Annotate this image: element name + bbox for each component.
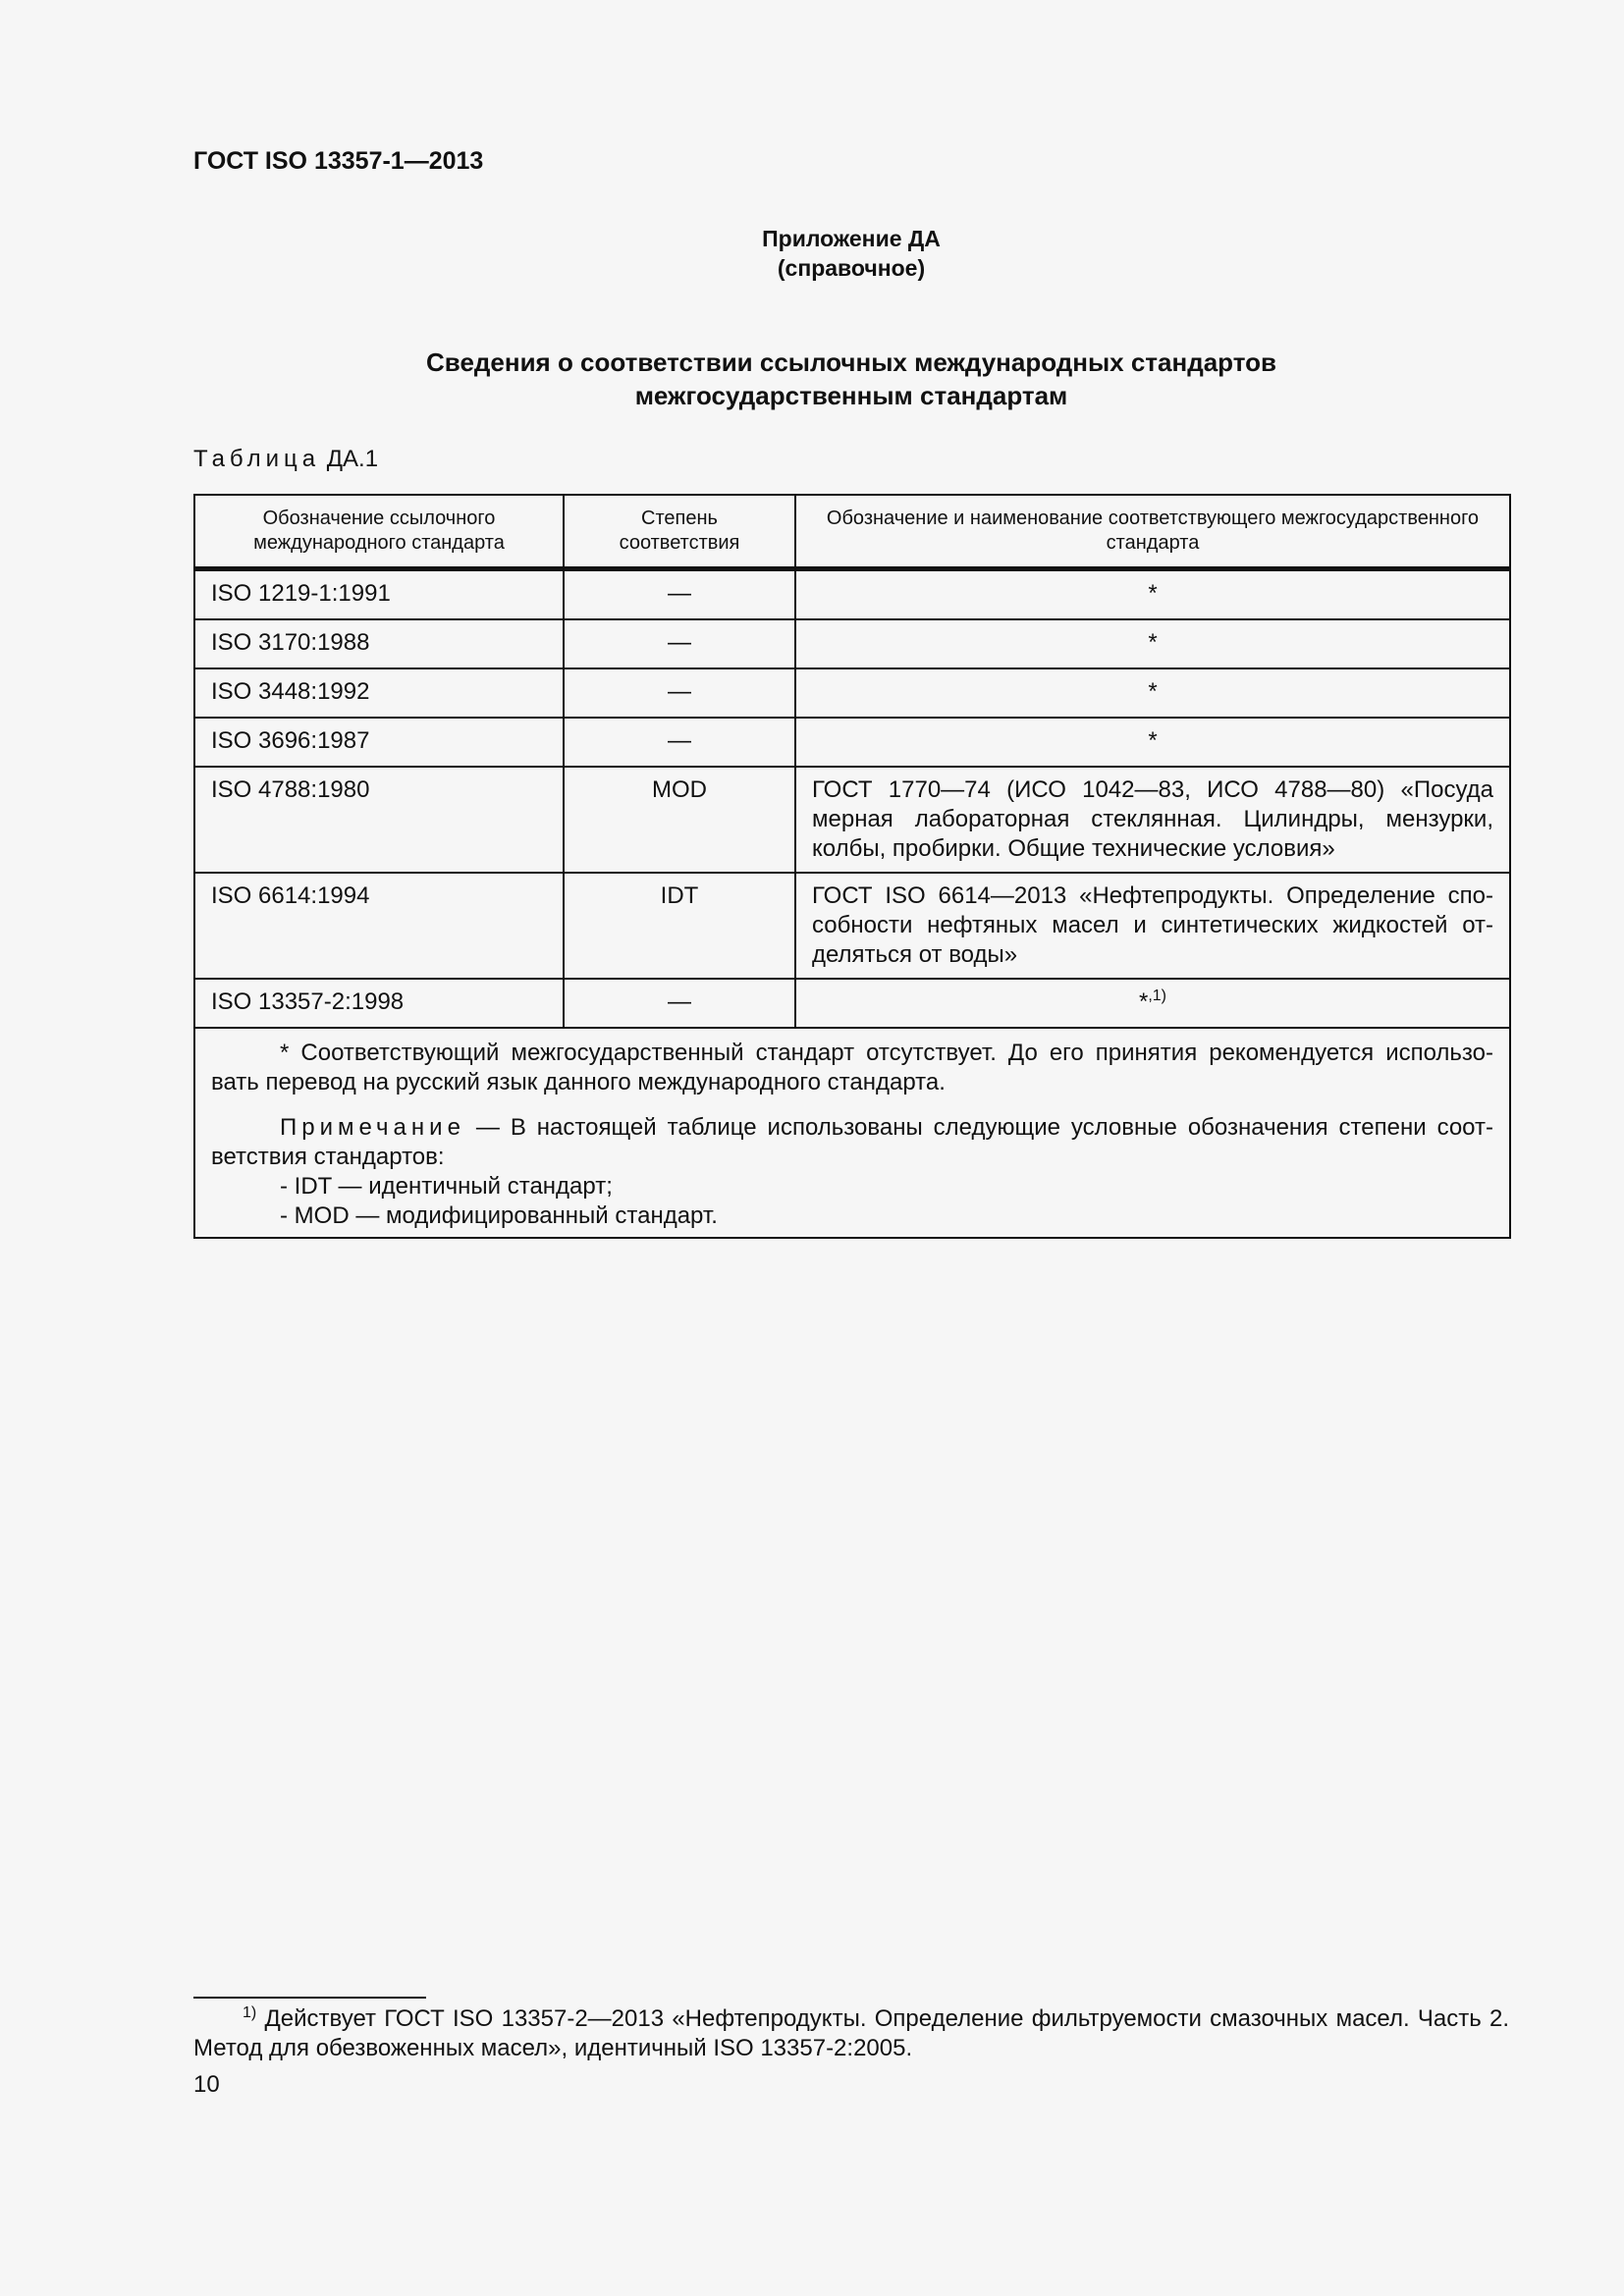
ref-cell: ISO 3696:1987 [194,718,564,767]
degree-cell: — [564,718,795,767]
table-row [194,767,1510,873]
ref-cell: ISO 1219-1:1991 [194,569,564,620]
appendix-heading [0,224,1624,283]
table-label-number: ДА.1 [326,446,379,472]
standard-cell: * [795,668,1510,718]
header-degree: Степень соответствия [564,495,795,569]
degree-cell: — [564,619,795,668]
footnote-ref: ,1) [1148,988,1166,1004]
degree-cell: IDT [564,873,795,979]
note-word: Примечание [280,1114,465,1141]
standard-asterisk: * [1138,988,1149,1015]
table-row [194,718,1510,767]
asterisk-note: * Соответствующий межгосударственный стандарт отсутствует. До его принятия рекомендуется использо-вать перевод на русский язык данного международного стандарта. [211,1040,1493,1095]
degree-cell: — [564,668,795,718]
table-label [193,446,378,473]
degree-cell: — [564,979,795,1028]
appendix-name: Приложение ДА [762,226,941,251]
footnote-text: Действует ГОСТ ISO 13357-2—2013 «Нефтепродукты. Определение фильтруемости смазочных масел. Часть 2. Метод для обезвоженных масел», идентичный ISO 13357-2:2005. [193,2005,1509,2061]
table-notes-row [194,1028,1510,1238]
table-row [194,569,1510,620]
ref-cell: ISO 4788:1980 [194,767,564,873]
ref-cell: ISO 3170:1988 [194,619,564,668]
header-interstate-standard: Обозначение и наименование соответствующего межгосударственного стандарта [795,495,1510,569]
ref-cell: ISO 6614:1994 [194,873,564,979]
note-list-item: - MOD — модифицированный стандарт. [280,1202,718,1229]
table-label-word: Таблица [193,446,321,472]
degree-cell: — [564,569,795,620]
footnote [193,2004,1509,2063]
section-title [193,346,1509,412]
appendix-kind: (справочное) [777,255,926,281]
degree-cell: MOD [564,767,795,873]
footnote-separator [193,1997,426,1999]
table-row [194,668,1510,718]
section-title-line2: межгосударственным стандартам [634,381,1068,410]
page-number: 10 [193,2071,220,2098]
note-text: — В настоящей таблице использованы следующие условные обозначения степени соот-ветствия стандартов: [211,1114,1493,1170]
table-row [194,619,1510,668]
ref-cell: ISO 3448:1992 [194,668,564,718]
standard-cell [795,979,1510,1028]
standard-cell: * [795,569,1510,620]
standard-cell: ГОСТ 1770—74 (ИСО 1042—83, ИСО 4788—80) «Посуда мерная лабораторная стеклянная. Цилиндры, мензурки, колбы, пробирки. Общие технические условия» [795,767,1510,873]
standard-cell: * [795,718,1510,767]
table-row [194,873,1510,979]
standard-cell: * [795,619,1510,668]
ref-cell: ISO 13357-2:1998 [194,979,564,1028]
correspondence-table [193,494,1511,1239]
footnote-mark: 1) [243,2004,257,2021]
section-title-line1: Сведения о соответствии ссылочных международных стандартов [426,347,1276,377]
standard-cell: ГОСТ ISO 6614—2013 «Нефтепродукты. Определение спо-собности нефтяных масел и синтетических жидкостей от-деляться от воды» [795,873,1510,979]
document-code: ГОСТ ISO 13357-1—2013 [193,147,484,175]
table-header-row [194,495,1510,569]
table-note [211,1113,1493,1172]
note-list-item: - IDT — идентичный стандарт; [280,1173,613,1200]
table-row [194,979,1510,1028]
header-ref-standard: Обозначение ссылочного международного стандарта [194,495,564,569]
table-notes [194,1028,1510,1238]
